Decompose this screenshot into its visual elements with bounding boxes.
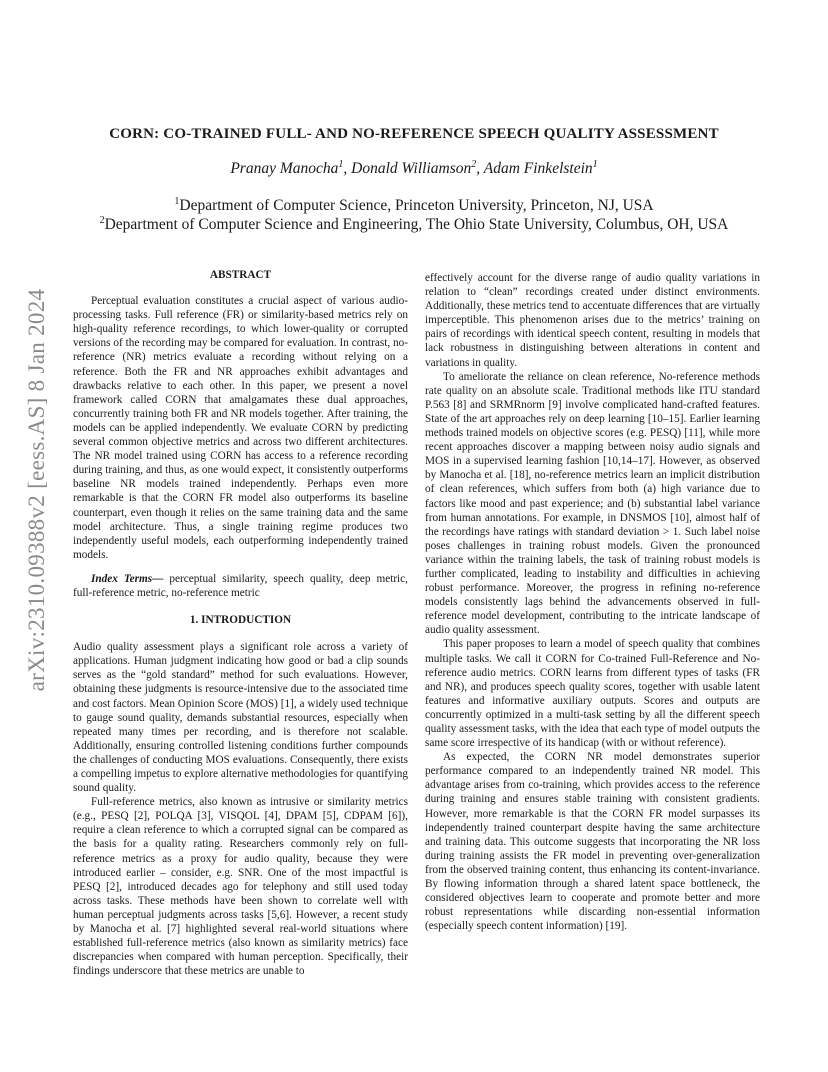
index-terms-text: perceptual similarity, speech quality, deep metric, full-reference metric, no-reference metric (73, 572, 408, 599)
body-paragraph: As expected, the CORN NR model demonstrates superior performance compared to an independently trained NR model. This advantage arises from co-training, which provides access to the reference during training and ensures stable training with consistent gradients. However, more remarkable is that the CORN FR model surpasses its independently trained counterpart despite having the same architecture and training data. This outcome suggests that incorporating the NR loss during training assists the FR model in preventing over-generalization from the observed training content, thus enhancing its content-invariance. By flowing information through a shared latent space bottleneck, the considered objectives learn to cooperate and promote better and more robust representations while discarding non-essential information (especially speech content information) [19]. (425, 751, 760, 933)
author-name: Adam Finkelstein (483, 160, 593, 177)
body-paragraph: To ameliorate the reliance on clean reference, No-reference methods rate quality on an absolute scale. Traditional methods like ITU standard P.563 [8] and SRMRnorm [9] involve complicated hand-crafted features. State of the art approaches rely on deep learning [10–15]. Earlier learning methods trained models on objective scores (e.g. PESQ) [11], while more recent approaches discover a mapping between noisy audio signals and MOS in a supervised learning fashion [10,14–17]. However, as observed by Manocha et al. [18], no-reference metrics learn an implicit distribution of clean references, which suffers from both (a) high variance due to factors like mood and past experience; and (b) substantial label variance from human annotations. For example, in DNSMOS [10], almost half of the recordings have ratings with standard deviation > 1. Such label noise poses challenges in training robust models. Given the pronounced variance within the training labels, the task of training robust models is further complicated, leading to instability and difficulties in achieving robust performance. Moreover, the progress in refining no-reference models consistently lags behind the advancements observed in full-reference model development, contributing to the intricate landscape of audio quality assessment. (425, 370, 760, 637)
arxiv-id: arXiv:2310.09388v2 [eess.AS] 8 Jan 2024 (24, 288, 49, 692)
abstract-heading: ABSTRACT (209, 269, 272, 281)
index-terms-label: Index Terms— (91, 572, 164, 585)
affiliation-ohio-state (40, 216, 788, 234)
affiliation-princeton (40, 197, 788, 215)
intro-paragraph: Audio quality assessment plays a significant role across a variety of applications. Human judgment indicating how good or bad a clip sounds serves as the “gold standard” method for such evaluations. However, obtaining these judgments is resource-intensive due to the associated time and cost factors. Mean Opinion Score (MOS) [1], a widely used technique to gauge sound quality, demands substantial resources, especially when repeated many times per recording, and is therefore not scalable. Additionally, ensuring controlled listening conditions further compounds the challenges of conducting MOS evaluations. Consequently, there exists a compelling impetus to explore alternative methodologies for quantifying sound quality. (73, 641, 408, 795)
author-affil-mark: 2 (471, 158, 477, 170)
body-paragraph: This paper proposes to learn a model of speech quality that combines multiple tasks. We call it CORN for Co-trained Full-Reference and No-reference audio metrics. CORN learns from different types of tasks (FR and NR), and produces speech quality scores, together with usable latent features and informative auxiliary outputs. Scores and outputs are concurrently optimized in a multi-task setting by all the different speech quality assessment tasks, with the idea that each type of model outputs the same score irrespective of its handicap (with or without reference). (425, 638, 760, 750)
author-affil-mark: 1 (338, 158, 344, 170)
abstract-text: Perceptual evaluation constitutes a crucial aspect of various audio-processing tasks. Full reference (FR) or similarity-based metrics rely on high-quality reference recordings, to which lower-quality or corrupted versions of the recording may be compared for evaluation. In contrast, no-reference (NR) metrics evaluate a recording without relying on a reference. Both the FR and NR approaches exhibit advantages and drawbacks relative to each other. In this paper, we present a novel framework called CORN that amalgamates these dual approaches, concurrently training both FR and NR models together. After training, the models can be applied independently. We evaluate CORN by predicting several common objective metrics and across two different architectures. The NR model trained using CORN has access to a reference recording during training, and thus, as one would expect, it consistently outperforms baseline NR models trained independently. Perhaps even more remarkable is that the CORN FR model also outperforms its baseline counterpart, even though it relies on the same training data and the same model architecture. Thus, a single training regime produces two independently useful models, each outperforming independently trained models. (73, 295, 408, 561)
affiliation-text: Department of Computer Science, Princeton University, Princeton, NJ, USA (179, 197, 654, 214)
author-list (60, 160, 768, 178)
intro-paragraph: Full-reference metrics, also known as intrusive or similarity metrics (e.g., PESQ [2], POLQA [3], VISQOL [4], DPAM [5], CDPAM [6]), require a clean reference to which a corrupted signal can be compared as the basis for a quality rating. Researchers commonly rely on full-reference metrics as a proxy for audio quality, because they were introduced earlier – consider, e.g. SNR. One of the most impactful is PESQ [2], introduced decades ago for telephony and still used today across tasks. These methods have been shown to correlate well with human perceptual judgments across tasks [5,6]. However, a recent study by Manocha et al. [7] highlighted several real-world situations where established full-reference metrics (also known as similarity metrics) face discrepancies when compared with human perception. Specifically, their findings underscore that these metrics are unable to (73, 796, 408, 978)
author-separator: , (476, 160, 484, 177)
affiliation-text: Department of Computer Science and Engineering, The Ohio State University, Columbus, OH, USA (104, 216, 729, 233)
author-name: Pranay Manocha (230, 160, 339, 177)
author-affil-mark: 1 (592, 158, 598, 170)
body-paragraph: effectively account for the diverse range of audio quality variations in relation to “clean” recordings created under distinct environments. Additionally, these metrics tend to accentuate differences that are virtually imperceptible. This phenomenon arises due to the metrics’ training on pairs of recordings with identical speech content, resulting in models that lack robustness in distinguishing between alterations in content and variations in quality. (425, 272, 760, 369)
author-separator: , (343, 160, 352, 177)
introduction-heading: 1. INTRODUCTION (189, 614, 292, 627)
paper-title: CORN: CO-TRAINED FULL- AND NO-REFERENCE SPEECH QUALITY ASSESSMENT (109, 126, 719, 142)
author-name: Donald Williamson (351, 160, 472, 177)
left-column (73, 268, 408, 978)
affiliation-mark: 1 (174, 195, 180, 207)
arxiv-sidebar-stamp (22, 290, 52, 690)
affiliation-mark: 2 (99, 214, 105, 226)
right-column (425, 271, 760, 933)
index-terms (73, 572, 408, 600)
